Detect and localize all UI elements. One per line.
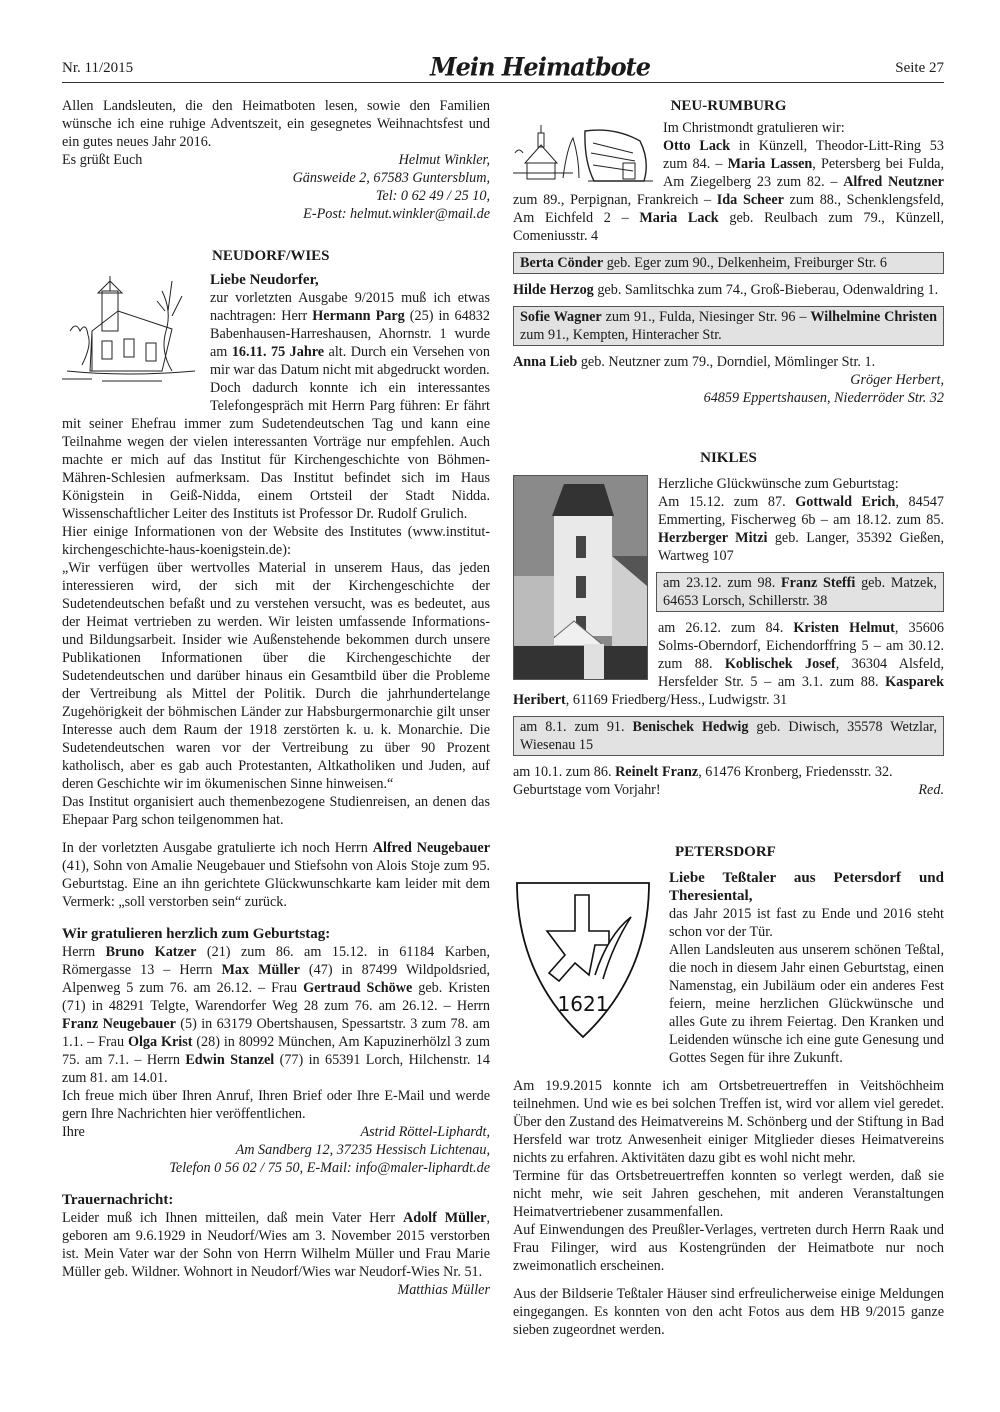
church-sketch-image <box>62 271 202 398</box>
highlighted-name: Sofie Wagner <box>520 309 602 325</box>
highlighted-name: Adolf Müller <box>402 1210 487 1226</box>
left-column <box>62 97 490 1299</box>
highlighted-name: Max Müller <box>221 962 300 978</box>
neudorf-paragraph-3: Hier einige Informationen von der Website des Institutes (www.institut-kirchengeschichte-haus-koenigstein.de): <box>62 524 490 558</box>
nikles-birthdays-3: am 10.1. zum 86. Reinelt Franz, 61476 Kronberg, Friedensstr. 32. <box>513 764 893 780</box>
highlighted-name: Franz Neugebauer <box>62 1016 176 1032</box>
highlighted-name: Bruno Katzer <box>105 944 197 960</box>
shield-icon <box>513 875 653 1045</box>
petersdorf-paragraph-2: Allen Landsleuten aus unserem schönen Teßtal, die noch in diesem Jahr einen Geburtstag, einen Namenstag, ein Jubiläum oder ein anderes Fest feiern, meine herzlichen Glückwünsche und alles Gute zu ihrem Feiertag. Den Kranken und Leidenden wünsche ich eine gute Genesung und Gottes Segen für ihre Zukunft. <box>669 942 944 1066</box>
birthday-heading: Wir gratulieren herzlich zum Geburtstag: <box>62 926 331 942</box>
signature-tel: Tel: 0 62 49 / 25 10, <box>375 188 490 204</box>
mourning-heading: Trauernachricht: <box>62 1192 174 1208</box>
signature-email: E-Post: helmut.winkler@mail.de <box>303 206 490 222</box>
neudorf-paragraph-1: zur vorletzten Ausgabe 9/2015 muß ich etwas nachtragen: Herr Hermann Parg (25) in 64832 Babenhausen-Harreshausen, Ahornstr. 1 wurde am 16.11. 75 Jahre alt. Durch ein Versehen von mir war das Datum nicht mit abgedruckt worden. <box>210 290 490 378</box>
svg-text:1621: 1621 <box>557 992 609 1016</box>
greeting-row <box>62 151 490 169</box>
signature-address: Am Sandberg 12, 37235 Hessisch Lichtenau, <box>235 1142 490 1158</box>
neu-rumburg-birthdays: Otto Lack in Künzell, Theodor-Litt-Ring 53 zum 84. – Maria Lassen, Petersberg bei Fulda, Am Ziegelberg 23 zum 82. – Alfred Neutzner zum 89., Perpignan, Frankreich – Ida Scheer zum 88., Schenklengsfeld, Am Eichfeld 2 – Maria Lack geb. Reulbach zum 79., Künzell, Comeniusstr. 4 <box>513 138 944 244</box>
closing-row <box>62 1123 490 1141</box>
section-title-neu-rumburg: NEU-RUMBURG <box>670 98 787 114</box>
highlight-box: Berta Cönder geb. Eger zum 90., Delkenheim, Freiburger Str. 6 <box>513 252 944 274</box>
signature-address: Gänsweide 2, 67583 Guntersblum, <box>292 170 490 186</box>
highlighted-name: Herzberger Mitzi <box>658 530 768 546</box>
church-drawing-icon <box>62 271 202 393</box>
editor-signature: Red. <box>918 782 944 798</box>
nikles-birthdays-2: am 26.12. zum 84. Kristen Helmut, 35606 Solms-Oberndorf, Eichendorffring 5 – am 30.12. zum 88. Koblischek Josef, 36304 Alsfeld, Hersfelder Str. 5 – am 3.1. zum 88. Kasparek Heribert, 61169 Friedberg/Hess., Ludwigstr. 31 <box>513 620 945 708</box>
highlighted-name: Benischek Hedwig <box>632 719 749 735</box>
neu-rumburg-entry: Anna Lieb geb. Neutzner zum 79., Dorndiel, Mömlinger Str. 1. <box>513 354 876 370</box>
highlight-box: am 8.1. zum 91. Benischek Hedwig geb. Diwisch, 35578 Wetzlar, Wiesenau 15 <box>513 716 944 756</box>
neu-rumburg-intro: Im Christmondt gratulieren wir: <box>663 120 845 136</box>
highlighted-name: Wilhelmine Christen <box>810 309 937 325</box>
mourning-signature: Matthias Müller <box>397 1282 490 1298</box>
highlighted-name: Koblischek Josef <box>724 656 836 672</box>
mourning-paragraph: Leider muß ich Ihnen mitteilen, daß mein Vater Herr Adolf Müller, geboren am 9.6.1929 in Neudorf/Wies am 3. November 2015 verstorben ist. Mein Vater war der Sohn von Herrn Wilhelm Müller und Frau Marie Müller geb. Wildner. Wohnort in Neudorf/Wies war Neudorf-Wies Nr. 51. <box>62 1210 490 1280</box>
highlighted-name: Gertraud Schöwe <box>303 980 413 996</box>
birthday-list: Herrn Bruno Katzer (21) zum 86. am 15.12. in 61184 Karben, Römergasse 13 – Herrn Max Müller (47) in 87499 Wildpoldsried, Alpenweg 5 zum 76. am 26.12. – Frau Gertraud Schöwe geb. Kristen (71) in 48291 Telgte, Warendorfer Weg 28 zum 76. am 26.12. – Herrn Franz Neugebauer (5) in 63179 Obertshausen, Spessartstr. 3 zum 78. am 1.1. – Frau Olga Krist (28) in 80992 München, Am Kapuzinerhölzl 3 zum 75. am 7.1. – Herrn Edwin Stanzel (77) in 65391 Lorch, Hilchenstr. 14 zum 81. am 14.01. <box>62 944 491 1086</box>
neu-rumburg-sketch-image <box>513 123 655 188</box>
masthead-title: Mein Heimatbote <box>430 51 650 82</box>
closing: Ihre <box>62 1124 85 1140</box>
petersdorf-paragraph-1: das Jahr 2015 ist fast zu Ende und 2016 steht schon vor der Tür. <box>669 906 944 940</box>
highlighted-name: Gottwald Erich <box>795 494 896 510</box>
signature-name: Helmut Winkler, <box>398 152 490 168</box>
neudorf-quote: „Wir verfügen über wertvolles Material in unserem Haus, das jeden interessieren wird, der sich mit der Kirchengeschichte der Sudetendeutschen befaßt und zu verstehen versucht, was es bedeutet, aus der Heimat vertrieben zu werden. Wir leisten umfassende Informations- und Bildungsarbeit. Insider wie Außenstehende bekommen durch unsere Publikationen Informationen über die Kirchengeschichte der Sudetendeutschen und darüber hinaus ein Gesamtbild über die Probleme der Vertreibung als Mittel der Politik. Durch die jahrhundertelange Zugehörigkeit der böhmischen Länder zur Habsburgermonarchie gilt unser Interesse auch dem Raum der 1918 zerstörten k. u. k. Monarchie. Die Sudetendeutschen waren vor der Vertreibung zu über 90 Prozent katholisch, aber es gab auch Protestanten, Altkatholiken und Juden, auf deren Geschichte wir im ökumenischen Sinne hinweisen.“ <box>62 560 490 792</box>
petersdorf-paragraph-5: Auf Einwendungen des Preußler-Verlages, vertreten durch Herrn Raak und Frau Filinger, wird aus Kostengründen der Heimatbote nur noch zweimonatlich erscheinen. <box>513 1222 944 1274</box>
highlighted-name: Maria Lack <box>639 210 719 226</box>
highlighted-name: Ida Scheer <box>716 192 784 208</box>
highlighted-date: 16.11. 75 Jahre <box>231 344 325 360</box>
petersdorf-paragraph-4: Termine für das Ortsbetreuertreffen konnten so verlegt werden, daß sie nicht mehr, wie seit Jahren geschehen, mit anderen Veranstaltungen Heimatvertriebener zusammenfallen. <box>513 1168 944 1220</box>
highlight-box: Sofie Wagner zum 91., Fulda, Niesinger Str. 96 – Wilhelmine Christen zum 91., Kempten, Hinteracher Str. <box>513 306 944 346</box>
neudorf-paragraph-6: In der vorletzten Ausgabe gratulierte ich noch Herrn Alfred Neugebauer (41), Sohn von Amalie Neugebauer und Stiefsohn von Alois Stoje zum 95. Geburtstag. Eine an ihn gerichtete Glückwunschkarte kam leider mit dem Vermerk: „soll verstorben sein“ zurück. <box>62 840 490 910</box>
highlighted-name: Edwin Stanzel <box>185 1052 275 1068</box>
neu-rumburg-entry: Hilde Herzog geb. Samlitschka zum 74., Groß-Bieberau, Odenwaldring 1. <box>513 282 939 298</box>
neudorf-paragraph-2: Doch dadurch konnte ich ein interessantes Telefongespräch mit Herrn Parg führen: Er fährt mit seiner Ehefrau immer zum Sudetendeutschen Tag und kann eine Teilnahme wegen der vielen interessanten Vorträge nur empfehlen. Auch machte er mich auf das Institut für Kirchengeschichte von Böhmen-Mähren-Schlesien aufmerksam. Das Institut befindet sich im Haus Königstein in Geiß-Nidda, einem Ortsteil der Stadt Nidda. Wissenschaftlicher Leiter des Instituts ist Professor Dr. Rudolf Grulich. <box>62 380 490 522</box>
nikles-birthdays-1: Am 15.12. zum 87. Gottwald Erich, 84547 Emmerting, Fischerweg 6b – am 18.12. zum 85. Herzberger Mitzi geb. Langer, 35392 Gießen, Wartweg 107 <box>658 494 945 564</box>
greeting: Es grüßt Euch <box>62 152 143 168</box>
intro-paragraph: Allen Landsleuten, die den Heimatboten lesen, sowie den Familien wünsche ich eine ruhige Adventszeit, ein gesegnetes Weihnachtsfest und ein gutes neues Jahr 2016. <box>62 98 490 150</box>
salutation-petersdorf: Liebe Teßtaler aus Petersdorf und Theresiental, <box>669 870 944 904</box>
highlighted-name: Hilde Herzog <box>513 282 594 298</box>
highlighted-name: Alfred Neugebauer <box>372 840 490 856</box>
signature-name: Gröger Herbert, <box>850 372 944 388</box>
signature-address: 64859 Eppertshausen, Niederröder Str. 32 <box>703 390 944 406</box>
section-title-nikles: NIKLES <box>700 450 757 466</box>
church-tower-photo-image <box>513 475 648 680</box>
neudorf-paragraph-5: Das Institut organisiert auch themenbezogene Studienreisen, an denen das Ehepaar Parg schon teilgenommen hat. <box>62 794 490 828</box>
section-title-neudorf: NEUDORF/WIES <box>212 248 330 264</box>
highlight-box: am 23.12. zum 98. Franz Steffi geb. Matzek, 64653 Lorsch, Schillerstr. 38 <box>656 572 944 612</box>
coat-of-arms-image <box>513 875 653 1050</box>
highlighted-name: Kasparek Heribert <box>513 674 944 708</box>
highlighted-name: Anna Lieb <box>513 354 578 370</box>
note: Geburtstage vom Vorjahr! <box>513 782 661 798</box>
highlighted-name: Hermann Parg <box>312 308 405 324</box>
neudorf-paragraph-7: Ich freue mich über Ihren Anruf, Ihren Brief oder Ihre E-Mail und werde gern Ihre Nachrichten hier veröffentlichen. <box>62 1088 490 1122</box>
highlighted-name: Olga Krist <box>127 1034 193 1050</box>
salutation-neudorf: Liebe Neudorfer, <box>210 272 319 288</box>
highlighted-name: Maria Lassen <box>727 156 813 172</box>
page-number: Seite 27 <box>895 60 944 76</box>
signature-contact: Telefon 0 56 02 / 75 50, E-Mail: info@maler-liphardt.de <box>169 1160 490 1176</box>
highlighted-name: Otto Lack <box>663 138 731 154</box>
section-title-petersdorf: PETERSDORF <box>675 844 776 860</box>
signature-name: Astrid Röttel-Liphardt, <box>360 1124 490 1140</box>
church-photo <box>513 475 648 680</box>
petersdorf-paragraph-3: Am 19.9.2015 konnte ich am Ortsbetreuertreffen in Veitshöchheim teilnehmen. Und wie es bei solchen Treffen ist, wird vor allem viel geredet. Über den Zustand des Heimatvereins M. Schönberg und der Stiftung in Bad Hersfeld war trotz Anwesenheit einiger Mitglieder dieses Heimatvereins nichts zu erfahren. Aktivitäten dazu gibt es wohl nicht mehr. <box>513 1078 944 1166</box>
highlighted-name: Reinelt Franz <box>615 764 699 780</box>
highlighted-name: Kristen Helmut <box>793 620 895 636</box>
note-row <box>513 781 944 799</box>
village-drawing-icon <box>513 123 655 183</box>
highlighted-name: Berta Cönder <box>520 255 604 271</box>
nikles-intro: Herzliche Glückwünsche zum Geburtstag: <box>658 476 899 492</box>
highlighted-name: Franz Steffi <box>781 575 856 591</box>
petersdorf-paragraph-6: Aus der Bildserie Teßtaler Häuser sind erfreulicherweise einige Meldungen eingegangen. Es konnten von den acht Fotos aus dem HB 9/2015 ganze sieben zugeordnet werden. <box>513 1286 944 1338</box>
right-column <box>513 97 944 1339</box>
issue-number: Nr. 11/2015 <box>62 60 134 76</box>
highlighted-name: Alfred Neutzner <box>843 174 944 190</box>
page-header <box>62 52 944 83</box>
